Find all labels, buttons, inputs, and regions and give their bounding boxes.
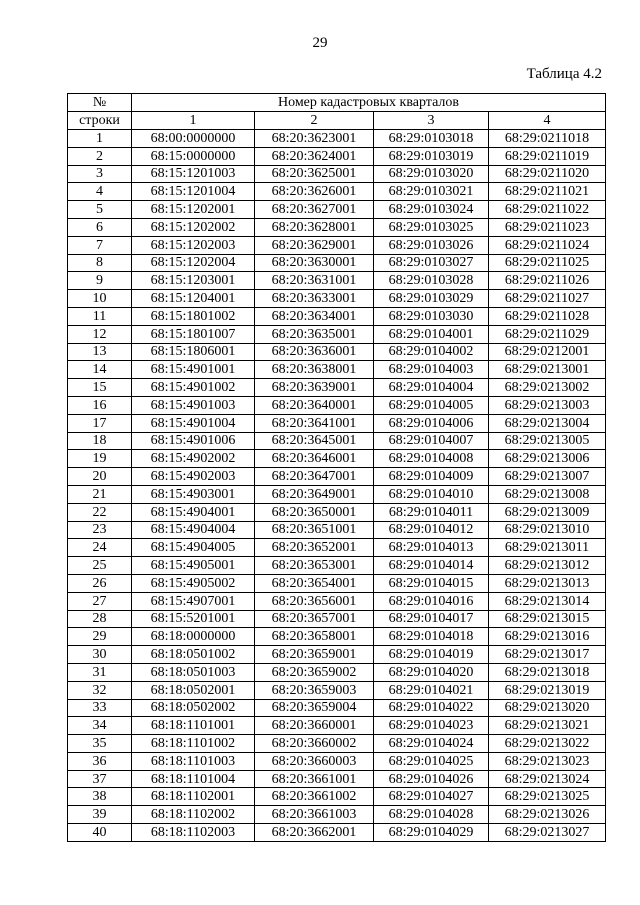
quarter-col3-cell: 68:29:0104015 [374,574,489,592]
row-number-cell: 11 [68,307,132,325]
quarter-col4-cell: 68:29:0213026 [489,806,606,824]
row-number-cell: 21 [68,485,132,503]
quarter-col1-cell: 68:15:1801002 [132,307,255,325]
quarter-col2-cell: 68:20:3626001 [255,183,374,201]
quarter-col1-cell: 68:15:4904005 [132,539,255,557]
quarter-col3-cell: 68:29:0103027 [374,254,489,272]
quarter-col4-cell: 68:29:0213007 [489,468,606,486]
quarter-col2-cell: 68:20:3659003 [255,681,374,699]
row-number-cell: 30 [68,646,132,664]
table-row [68,699,606,717]
table-row [68,290,606,308]
table-body [68,130,606,842]
group-title-header: Номер кадастровых кварталов [132,94,606,112]
quarter-col2-cell: 68:20:3633001 [255,290,374,308]
quarter-col3-cell: 68:29:0103026 [374,236,489,254]
quarter-col3-cell: 68:29:0104022 [374,699,489,717]
table-row [68,432,606,450]
row-number-cell: 9 [68,272,132,290]
quarter-col4-cell: 68:29:0213001 [489,361,606,379]
row-number-cell: 2 [68,147,132,165]
quarter-col2-cell: 68:20:3641001 [255,414,374,432]
row-number-cell: 1 [68,130,132,148]
quarter-col4-cell: 68:29:0211019 [489,147,606,165]
quarter-col3-cell: 68:29:0104019 [374,646,489,664]
row-number-cell: 23 [68,521,132,539]
row-number-cell: 19 [68,450,132,468]
table-row [68,218,606,236]
page-number: 29 [312,35,328,51]
quarter-col4-cell: 68:29:0213010 [489,521,606,539]
quarter-col3-cell: 68:29:0104006 [374,414,489,432]
quarter-col3-cell: 68:29:0103028 [374,272,489,290]
quarter-col3-cell: 68:29:0104018 [374,628,489,646]
quarter-col2-cell: 68:20:3627001 [255,201,374,219]
quarter-col4-cell: 68:29:0211024 [489,236,606,254]
quarter-col1-cell: 68:18:1101003 [132,752,255,770]
quarter-col1-cell: 68:15:1203001 [132,272,255,290]
row-number-cell: 39 [68,806,132,824]
table-row [68,361,606,379]
quarter-col3-cell: 68:29:0104009 [374,468,489,486]
quarter-col3-cell: 68:29:0104010 [374,485,489,503]
row-number-cell: 8 [68,254,132,272]
quarter-col2-cell: 68:20:3635001 [255,325,374,343]
quarter-col4-cell: 68:29:0213009 [489,503,606,521]
table-row [68,396,606,414]
quarter-col2-cell: 68:20:3653001 [255,557,374,575]
quarter-col1-cell: 68:18:0000000 [132,628,255,646]
quarter-col2-cell: 68:20:3651001 [255,521,374,539]
table-row [68,806,606,824]
quarter-col1-cell: 68:18:0501003 [132,663,255,681]
table-row [68,592,606,610]
quarter-col1-cell: 68:15:1202002 [132,218,255,236]
quarter-col1-cell: 68:15:4901002 [132,379,255,397]
row-number-cell: 37 [68,770,132,788]
quarter-col2-cell: 68:20:3662001 [255,824,374,842]
quarter-col4-cell: 68:29:0213014 [489,592,606,610]
quarter-col2-cell: 68:20:3640001 [255,396,374,414]
column-number-header: 4 [489,112,606,130]
quarter-col2-cell: 68:20:3660001 [255,717,374,735]
table-row [68,574,606,592]
table-row [68,788,606,806]
quarter-col1-cell: 68:18:1101001 [132,717,255,735]
quarter-col4-cell: 68:29:0213008 [489,485,606,503]
row-number-cell: 29 [68,628,132,646]
table-row [68,201,606,219]
quarter-col3-cell: 68:29:0104016 [374,592,489,610]
quarter-col1-cell: 68:15:4901006 [132,432,255,450]
row-number-cell: 12 [68,325,132,343]
table-row [68,681,606,699]
quarter-col2-cell: 68:20:3639001 [255,379,374,397]
quarter-col3-cell: 68:29:0103029 [374,290,489,308]
table-header [68,94,606,130]
quarter-col4-cell: 68:29:0213021 [489,717,606,735]
quarter-col4-cell: 68:29:0213015 [489,610,606,628]
quarter-col3-cell: 68:29:0104003 [374,361,489,379]
quarter-col3-cell: 68:29:0103024 [374,201,489,219]
quarter-col3-cell: 68:29:0104001 [374,325,489,343]
quarter-col3-cell: 68:29:0104028 [374,806,489,824]
quarter-col3-cell: 68:29:0104005 [374,396,489,414]
table-row [68,485,606,503]
row-number-header-bottom: строки [68,112,132,130]
row-number-cell: 4 [68,183,132,201]
quarter-col1-cell: 68:18:1102002 [132,806,255,824]
quarter-col1-cell: 68:15:1201004 [132,183,255,201]
quarter-col4-cell: 68:29:0212001 [489,343,606,361]
quarter-col1-cell: 68:15:1204001 [132,290,255,308]
quarter-col4-cell: 68:29:0211023 [489,218,606,236]
quarter-col1-cell: 68:15:4904001 [132,503,255,521]
table-row [68,343,606,361]
quarter-col4-cell: 68:29:0211028 [489,307,606,325]
quarter-col4-cell: 68:29:0213025 [489,788,606,806]
row-number-cell: 15 [68,379,132,397]
quarter-col4-cell: 68:29:0213023 [489,752,606,770]
quarter-col1-cell: 68:15:1806001 [132,343,255,361]
quarter-col1-cell: 68:15:1201003 [132,165,255,183]
table-row [68,663,606,681]
quarter-col3-cell: 68:29:0104021 [374,681,489,699]
quarter-col2-cell: 68:20:3658001 [255,628,374,646]
quarter-col2-cell: 68:20:3628001 [255,218,374,236]
table-row [68,646,606,664]
quarter-col4-cell: 68:29:0213016 [489,628,606,646]
quarter-col1-cell: 68:15:1202003 [132,236,255,254]
quarter-col3-cell: 68:29:0103019 [374,147,489,165]
quarter-col4-cell: 68:29:0211025 [489,254,606,272]
table-row [68,735,606,753]
quarter-col4-cell: 68:29:0213017 [489,646,606,664]
quarter-col3-cell: 68:29:0104004 [374,379,489,397]
quarter-col2-cell: 68:20:3661001 [255,770,374,788]
quarter-col1-cell: 68:18:0502001 [132,681,255,699]
table-row [68,379,606,397]
row-number-cell: 14 [68,361,132,379]
quarter-col4-cell: 68:29:0213024 [489,770,606,788]
quarter-col1-cell: 68:15:4901001 [132,361,255,379]
quarter-col4-cell: 68:29:0213022 [489,735,606,753]
row-number-cell: 36 [68,752,132,770]
row-number-cell: 16 [68,396,132,414]
quarter-col4-cell: 68:29:0213018 [489,663,606,681]
table-row [68,307,606,325]
quarter-col3-cell: 68:29:0104008 [374,450,489,468]
row-number-cell: 6 [68,218,132,236]
row-number-cell: 10 [68,290,132,308]
quarter-col2-cell: 68:20:3623001 [255,130,374,148]
row-number-cell: 17 [68,414,132,432]
table-row [68,325,606,343]
quarter-col2-cell: 68:20:3657001 [255,610,374,628]
row-number-header-top: № [68,94,132,112]
table-caption: Таблица 4.2 [526,66,602,82]
quarter-col4-cell: 68:29:0211021 [489,183,606,201]
quarter-col2-cell: 68:20:3629001 [255,236,374,254]
quarter-col3-cell: 68:29:0104025 [374,752,489,770]
row-number-cell: 3 [68,165,132,183]
quarter-col2-cell: 68:20:3646001 [255,450,374,468]
quarter-col4-cell: 68:29:0211020 [489,165,606,183]
quarter-col3-cell: 68:29:0104014 [374,557,489,575]
row-number-cell: 31 [68,663,132,681]
quarter-col2-cell: 68:20:3656001 [255,592,374,610]
quarter-col2-cell: 68:20:3652001 [255,539,374,557]
quarter-col1-cell: 68:15:4902003 [132,468,255,486]
quarter-col2-cell: 68:20:3638001 [255,361,374,379]
quarter-col3-cell: 68:29:0104020 [374,663,489,681]
row-number-cell: 32 [68,681,132,699]
quarter-col3-cell: 68:29:0104002 [374,343,489,361]
quarter-col2-cell: 68:20:3654001 [255,574,374,592]
quarter-col4-cell: 68:29:0213012 [489,557,606,575]
quarter-col1-cell: 68:15:5201001 [132,610,255,628]
table-row [68,717,606,735]
quarter-col1-cell: 68:15:4901003 [132,396,255,414]
table-row [68,183,606,201]
quarter-col1-cell: 68:18:1101002 [132,735,255,753]
quarter-col3-cell: 68:29:0103030 [374,307,489,325]
quarter-col2-cell: 68:20:3661002 [255,788,374,806]
table-row [68,770,606,788]
row-number-cell: 20 [68,468,132,486]
quarter-col1-cell: 68:18:1101004 [132,770,255,788]
table-row [68,236,606,254]
quarter-col3-cell: 68:29:0104017 [374,610,489,628]
table-row [68,414,606,432]
table-row [68,165,606,183]
quarter-col2-cell: 68:20:3631001 [255,272,374,290]
quarter-col4-cell: 68:29:0213020 [489,699,606,717]
quarter-col3-cell: 68:29:0104013 [374,539,489,557]
row-number-cell: 7 [68,236,132,254]
quarter-col2-cell: 68:20:3650001 [255,503,374,521]
column-number-header: 2 [255,112,374,130]
quarter-col3-cell: 68:29:0104007 [374,432,489,450]
table-row [68,521,606,539]
quarter-col2-cell: 68:20:3645001 [255,432,374,450]
quarter-col4-cell: 68:29:0211018 [489,130,606,148]
quarter-col3-cell: 68:29:0104029 [374,824,489,842]
table-row [68,628,606,646]
quarter-col1-cell: 68:15:4902002 [132,450,255,468]
quarter-col4-cell: 68:29:0213019 [489,681,606,699]
quarter-col2-cell: 68:20:3661003 [255,806,374,824]
quarter-col1-cell: 68:18:1102001 [132,788,255,806]
table-row [68,450,606,468]
quarter-col1-cell: 68:15:4904004 [132,521,255,539]
quarter-col2-cell: 68:20:3660002 [255,735,374,753]
quarter-col4-cell: 68:29:0213004 [489,414,606,432]
quarter-col2-cell: 68:20:3636001 [255,343,374,361]
table-row [68,468,606,486]
row-number-cell: 24 [68,539,132,557]
quarter-col1-cell: 68:15:4907001 [132,592,255,610]
quarter-col1-cell: 68:15:1202001 [132,201,255,219]
quarter-col3-cell: 68:29:0104023 [374,717,489,735]
quarter-col1-cell: 68:15:1801007 [132,325,255,343]
quarter-col4-cell: 68:29:0211022 [489,201,606,219]
quarter-col2-cell: 68:20:3649001 [255,485,374,503]
row-number-cell: 13 [68,343,132,361]
quarter-col2-cell: 68:20:3647001 [255,468,374,486]
cadastral-quarters-table [67,93,606,842]
quarter-col2-cell: 68:20:3659002 [255,663,374,681]
quarter-col4-cell: 68:29:0213027 [489,824,606,842]
quarter-col3-cell: 68:29:0104012 [374,521,489,539]
table-row [68,130,606,148]
table-row [68,824,606,842]
quarter-col1-cell: 68:00:0000000 [132,130,255,148]
row-number-cell: 33 [68,699,132,717]
quarter-col4-cell: 68:29:0213002 [489,379,606,397]
quarter-col4-cell: 68:29:0213006 [489,450,606,468]
column-number-header: 3 [374,112,489,130]
row-number-cell: 34 [68,717,132,735]
table-row [68,147,606,165]
table-row [68,254,606,272]
row-number-cell: 5 [68,201,132,219]
quarter-col1-cell: 68:15:4903001 [132,485,255,503]
quarter-col3-cell: 68:29:0104026 [374,770,489,788]
quarter-col4-cell: 68:29:0213003 [489,396,606,414]
table-row [68,539,606,557]
row-number-cell: 22 [68,503,132,521]
quarter-col1-cell: 68:15:4905001 [132,557,255,575]
quarter-col1-cell: 68:15:4905002 [132,574,255,592]
row-number-cell: 26 [68,574,132,592]
quarter-col1-cell: 68:18:0502002 [132,699,255,717]
quarter-col3-cell: 68:29:0104024 [374,735,489,753]
quarter-col2-cell: 68:20:3630001 [255,254,374,272]
row-number-cell: 40 [68,824,132,842]
quarter-col4-cell: 68:29:0213005 [489,432,606,450]
quarter-col4-cell: 68:29:0213013 [489,574,606,592]
table-row [68,272,606,290]
row-number-cell: 38 [68,788,132,806]
quarter-col4-cell: 68:29:0211026 [489,272,606,290]
table-row [68,503,606,521]
quarter-col4-cell: 68:29:0211027 [489,290,606,308]
quarter-col2-cell: 68:20:3624001 [255,147,374,165]
quarter-col2-cell: 68:20:3634001 [255,307,374,325]
quarter-col4-cell: 68:29:0211029 [489,325,606,343]
row-number-cell: 35 [68,735,132,753]
quarter-col2-cell: 68:20:3659004 [255,699,374,717]
quarter-col1-cell: 68:18:0501002 [132,646,255,664]
quarter-col3-cell: 68:29:0103020 [374,165,489,183]
quarter-col4-cell: 68:29:0213011 [489,539,606,557]
header-row-1 [68,94,606,112]
quarter-col2-cell: 68:20:3659001 [255,646,374,664]
quarter-col1-cell: 68:18:1102003 [132,824,255,842]
row-number-cell: 28 [68,610,132,628]
quarter-col1-cell: 68:15:1202004 [132,254,255,272]
quarter-col3-cell: 68:29:0103018 [374,130,489,148]
column-number-header: 1 [132,112,255,130]
table-row [68,610,606,628]
quarter-col2-cell: 68:20:3660003 [255,752,374,770]
row-number-cell: 27 [68,592,132,610]
quarter-col1-cell: 68:15:0000000 [132,147,255,165]
quarter-col1-cell: 68:15:4901004 [132,414,255,432]
quarter-col3-cell: 68:29:0104011 [374,503,489,521]
quarter-col3-cell: 68:29:0104027 [374,788,489,806]
header-row-2 [68,112,606,130]
quarter-col3-cell: 68:29:0103021 [374,183,489,201]
table-row [68,752,606,770]
table-row [68,557,606,575]
quarter-col3-cell: 68:29:0103025 [374,218,489,236]
row-number-cell: 25 [68,557,132,575]
quarter-col2-cell: 68:20:3625001 [255,165,374,183]
row-number-cell: 18 [68,432,132,450]
